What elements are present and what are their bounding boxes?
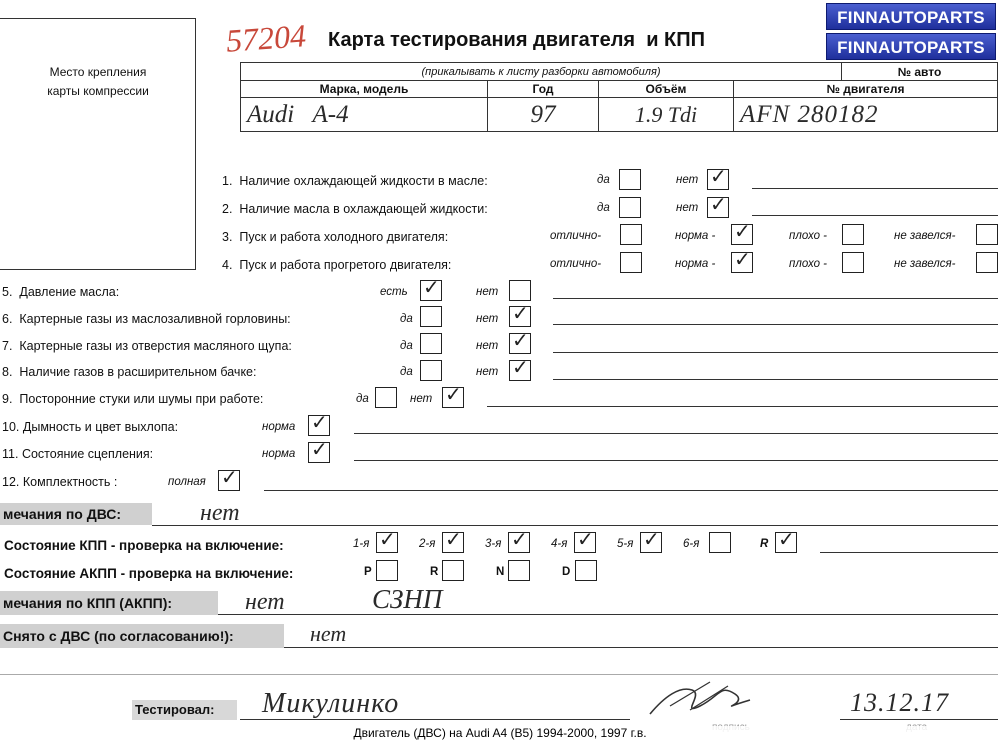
checkbox-no[interactable]: ✓ — [509, 360, 531, 381]
engine-remarks-value: нет — [200, 500, 240, 526]
opt-excellent: отлично- — [550, 258, 602, 270]
gearbox-label: Состояние КПП - проверка на включение: — [4, 538, 284, 553]
row-line — [354, 433, 998, 434]
col-engine-number: № двигателя — [734, 81, 998, 98]
removed-value: нет — [310, 621, 347, 646]
row-label: Картерные газы из маслозаливной горловины: — [19, 312, 291, 326]
checkbox-no[interactable]: ✓ — [442, 387, 464, 408]
removed-line — [284, 647, 998, 648]
date-line — [840, 719, 998, 720]
row-line — [487, 406, 998, 407]
checkbox-no[interactable]: ✓ — [509, 333, 531, 354]
opt-full: полная — [168, 476, 206, 488]
checkbox-no[interactable]: ✓ — [707, 197, 729, 218]
auto-n-checkbox[interactable] — [508, 560, 530, 581]
watermark-logo-2: FINNAUTOPARTS — [826, 33, 996, 60]
opt-bad: плохо - — [789, 258, 827, 270]
gear-5-label: 5-я — [617, 538, 634, 550]
checkbox-excellent[interactable] — [620, 224, 642, 245]
opt-no: нет — [476, 340, 499, 352]
gear-1-checkbox[interactable]: ✓ — [376, 532, 398, 553]
value-volume: 1.9 Tdi — [599, 98, 734, 132]
opt-bad: плохо - — [789, 230, 827, 242]
check-row-11 — [2, 447, 153, 461]
page-title: Карта тестирования двигателя и КПП — [328, 29, 706, 51]
gear-4-label: 4-я — [551, 538, 568, 550]
gear-r-label: R — [760, 538, 769, 550]
row-label: Посторонние стуки или шумы при работе: — [19, 392, 264, 406]
gear-1-label: 1-я — [353, 538, 370, 550]
checkbox-no[interactable] — [509, 280, 531, 301]
automatic-label: Состояние АКПП - проверка на включение: — [4, 566, 294, 581]
row-line — [264, 490, 998, 491]
checkbox-bad[interactable] — [842, 252, 864, 273]
gearbox-remarks-label: мечания по КПП (АКПП): — [0, 591, 218, 615]
checkbox-norm[interactable]: ✓ — [308, 415, 330, 436]
opt-normal: норма - — [675, 230, 716, 242]
row-num: 9. — [2, 392, 13, 406]
gear-6-checkbox[interactable] — [709, 532, 731, 553]
gear-5-checkbox[interactable]: ✓ — [640, 532, 662, 553]
check-row-10 — [2, 420, 178, 434]
gear-3-checkbox[interactable]: ✓ — [508, 532, 530, 553]
card-number: 57204 — [224, 17, 308, 59]
gear-2-checkbox[interactable]: ✓ — [442, 532, 464, 553]
removed-label: Снято с ДВС (по согласованию!): — [0, 624, 284, 648]
row-label: Давление масла: — [19, 285, 120, 299]
opt-norm: норма — [262, 421, 296, 433]
opt-not-started: не завелся- — [894, 230, 956, 242]
auto-number-label: № авто — [842, 63, 998, 81]
check-row-1 — [222, 174, 488, 188]
col-year: Год — [488, 81, 599, 98]
attach-note: (прикалывать к листу разборки автомобиля) — [241, 63, 842, 81]
auto-d-checkbox[interactable] — [575, 560, 597, 581]
opt-norm: норма — [262, 448, 296, 460]
value-year: 97 — [488, 98, 599, 132]
checkbox-yes[interactable] — [420, 306, 442, 327]
compression-card-area — [0, 18, 196, 270]
value-make-model: Audi A-4 — [241, 98, 488, 132]
signature-scribble — [640, 676, 760, 722]
row-label: Пуск и работа прогретого двигателя: — [239, 258, 452, 272]
checkbox-yes[interactable] — [420, 333, 442, 354]
compression-label-1: Место крепления — [49, 65, 147, 79]
check-row-2 — [222, 202, 488, 216]
row-num: 1. — [222, 174, 233, 188]
check-row-8 — [2, 365, 256, 379]
checkbox-excellent[interactable] — [620, 252, 642, 273]
tester-signature: Микулинко — [262, 688, 400, 719]
row-num: 3. — [222, 230, 233, 244]
row-num: 10. — [2, 420, 20, 434]
engine-remarks-label: мечания по ДВС: — [0, 503, 152, 525]
row-line — [553, 298, 998, 299]
row-label: Наличие масла в охлаждающей жидкости: — [239, 202, 488, 216]
opt-normal: норма - — [675, 258, 716, 270]
row-num: 4. — [222, 258, 233, 272]
gearbox-remarks-line — [218, 614, 998, 615]
row-num: 11. — [2, 447, 19, 461]
gear-3-label: 3-я — [485, 538, 502, 550]
row-num: 8. — [2, 365, 13, 379]
checkbox-not-started[interactable] — [976, 252, 998, 273]
checkbox-yes[interactable] — [375, 387, 397, 408]
watermark-logo-1: FINNAUTOPARTS — [826, 3, 996, 30]
checkbox-full[interactable]: ✓ — [218, 470, 240, 491]
row-line — [553, 324, 998, 325]
opt-yes: да — [597, 202, 610, 214]
gear-2-label: 2-я — [419, 538, 436, 550]
col-volume: Объём — [599, 81, 734, 98]
row-line — [553, 379, 998, 380]
opt-no: нет — [676, 202, 699, 214]
auto-p-label: P — [364, 566, 372, 578]
opt-yes: да — [400, 313, 413, 325]
opt-yes: да — [400, 340, 413, 352]
row-num: 12. — [2, 475, 20, 489]
checkbox-normal[interactable]: ✓ — [731, 224, 753, 245]
checkbox-no[interactable]: ✓ — [509, 306, 531, 327]
tester-line — [240, 719, 630, 720]
check-row-3 — [222, 230, 448, 244]
row-label: Комплектность : — [22, 475, 118, 489]
checkbox-norm[interactable]: ✓ — [308, 442, 330, 463]
gearbox-line — [820, 552, 998, 553]
checkbox-bad[interactable] — [842, 224, 864, 245]
auto-n-label: N — [496, 566, 505, 578]
compression-label-2: карты компрессии — [47, 84, 149, 98]
row-num: 7. — [2, 339, 13, 353]
row-line — [553, 352, 998, 353]
checkbox-yes[interactable] — [619, 169, 641, 190]
opt-no: нет — [410, 393, 433, 405]
check-row-4 — [222, 258, 451, 272]
row-label: Пуск и работа холодного двигателя: — [239, 230, 449, 244]
check-row-7 — [2, 339, 292, 353]
checkbox-normal[interactable]: ✓ — [731, 252, 753, 273]
opt-no: нет — [476, 313, 499, 325]
check-row-6 — [2, 312, 291, 326]
vehicle-info-table — [240, 62, 998, 132]
opt-no: нет — [676, 174, 699, 186]
gearbox-remarks-value: нет — [245, 589, 285, 615]
opt-yes: да — [597, 174, 610, 186]
row-label: Наличие газов в расширительном бачке: — [19, 365, 257, 379]
check-row-9 — [2, 392, 263, 406]
separator-line — [0, 674, 998, 675]
checkbox-not-started[interactable] — [976, 224, 998, 245]
image-caption: Двигатель (ДВС) на Audi A4 (B5) 1994-2000, 1997 г.в. — [0, 726, 1000, 740]
row-line — [752, 215, 998, 216]
row-line — [354, 460, 998, 461]
opt-no: нет — [476, 366, 499, 378]
opt-not-started: не завелся- — [894, 258, 956, 270]
value-engine-number: AFN 280182 — [734, 98, 998, 132]
checkbox-present[interactable]: ✓ — [420, 280, 442, 301]
tested-by-label: Тестировал: — [132, 700, 237, 720]
check-row-12 — [2, 475, 117, 489]
checkbox-yes[interactable] — [619, 197, 641, 218]
checkbox-yes[interactable] — [420, 360, 442, 381]
gear-4-checkbox[interactable]: ✓ — [574, 532, 596, 553]
opt-excellent: отлично- — [550, 230, 602, 242]
auto-r-label: R — [430, 566, 439, 578]
opt-no: нет — [476, 286, 499, 298]
check-row-5 — [2, 285, 119, 299]
row-num: 5. — [2, 285, 13, 299]
row-line — [752, 188, 998, 189]
row-label: Картерные газы из отверстия масляного щупа: — [19, 339, 292, 353]
opt-present: есть — [380, 286, 408, 298]
auto-r-checkbox[interactable] — [442, 560, 464, 581]
row-label: Состояние сцепления: — [21, 447, 154, 461]
col-make-model: Марка, модель — [241, 81, 488, 98]
auto-p-checkbox[interactable] — [376, 560, 398, 581]
engine-remarks-line — [152, 525, 998, 526]
gear-6-label: 6-я — [683, 538, 700, 550]
row-num: 6. — [2, 312, 13, 326]
row-num: 2. — [222, 202, 233, 216]
checkbox-no[interactable]: ✓ — [707, 169, 729, 190]
opt-yes: да — [356, 393, 369, 405]
test-date: 13.12.17 — [850, 688, 949, 717]
gear-r-checkbox[interactable]: ✓ — [775, 532, 797, 553]
row-label: Дымность и цвет выхлопа: — [22, 420, 179, 434]
auto-d-label: D — [562, 566, 571, 578]
row-label: Наличие охлаждающей жидкости в масле: — [239, 174, 488, 188]
gearbox-remarks-extra: СЗНП — [372, 584, 443, 614]
opt-yes: да — [400, 366, 413, 378]
